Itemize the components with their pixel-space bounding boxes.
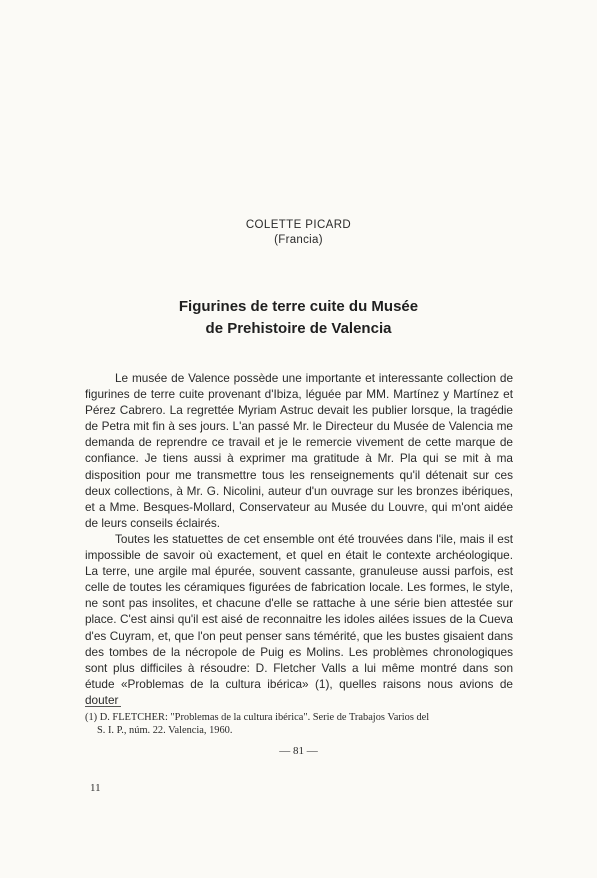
article-title-line-2: de Prehistoire de Valencia: [205, 320, 392, 337]
article-title-line-1: Figurines de terre cuite du Musée: [178, 298, 419, 315]
footnote-line-1: (1) D. FLETCHER: "Problemas de la cultura ibérica". Serie de Trabajos Varios del: [85, 712, 430, 723]
sheet-number: 11: [90, 782, 101, 794]
paragraph-1: Le musée de Valence possède une importante et interessante collection de figurines de terre cuite provenant d'Ibiza, léguée par MM. Martínez y Martínez et Pérez Cabrero. La regrettée Myriam Astruc devait les publier lorsque, la tragédie de Petra mit fin à ses jours. L'an passé Mr. le Directeur du Musée de Valencia me demanda de reprendre ce travail et je le remercie vivement de cette marque de confiance. Je tiens aussi à exprimer ma gratitude à Mr. Pla qui se mit à ma disposition pour me transmettre tous les renseignements qu'il détenait sur ces deux collections, à Mr. G. Nicolini, auteur d'un ouvrage sur les bronzes ibériques, et a Mme. Besques-Mollard, Conservateur au Musée du Louvre, qui m'ont aidée de leurs conseils éclairés.: [85, 371, 513, 530]
page-number: — 81 —: [279, 745, 318, 757]
paragraph-2: Toutes les statuettes de cet ensemble ont été trouvées dans l'ile, mais il est impossible de savoir où exactement, et quel en était le contexte archéologique. La terre, une argile mal épurée, souvent cassante, granuleuse aussi parfois, est celle de toutes les céramiques figurées de fabrication locale. Les formes, le style, ne sont pas insolites, et chacune d'elle se rattache à une série bien attestée sur place. C'est ainsi qu'il est aisé de reconnaitre les idoles ailées issues de la Cueva d'es Cuyram, et, que l'on peut penser sans témérité, que les bustes gisaient dans des tombes de la nécropole de Puig es Molins. Les problèmes chronologiques sont plus difficiles à résoudre: D. Fletcher Valls a lui même montré dans son étude «Problemas de la cultura ibérica» (1), quelles raisons nous avions de douter: [85, 531, 513, 707]
footnote-divider: [85, 706, 121, 707]
footnote: [85, 711, 513, 737]
author-name: COLETTE PICARD: [245, 219, 352, 231]
article-body: [85, 370, 513, 708]
author-country: (Francia): [274, 234, 323, 246]
footnote-line-2: S. I. P., núm. 22. Valencia, 1960.: [97, 725, 233, 736]
